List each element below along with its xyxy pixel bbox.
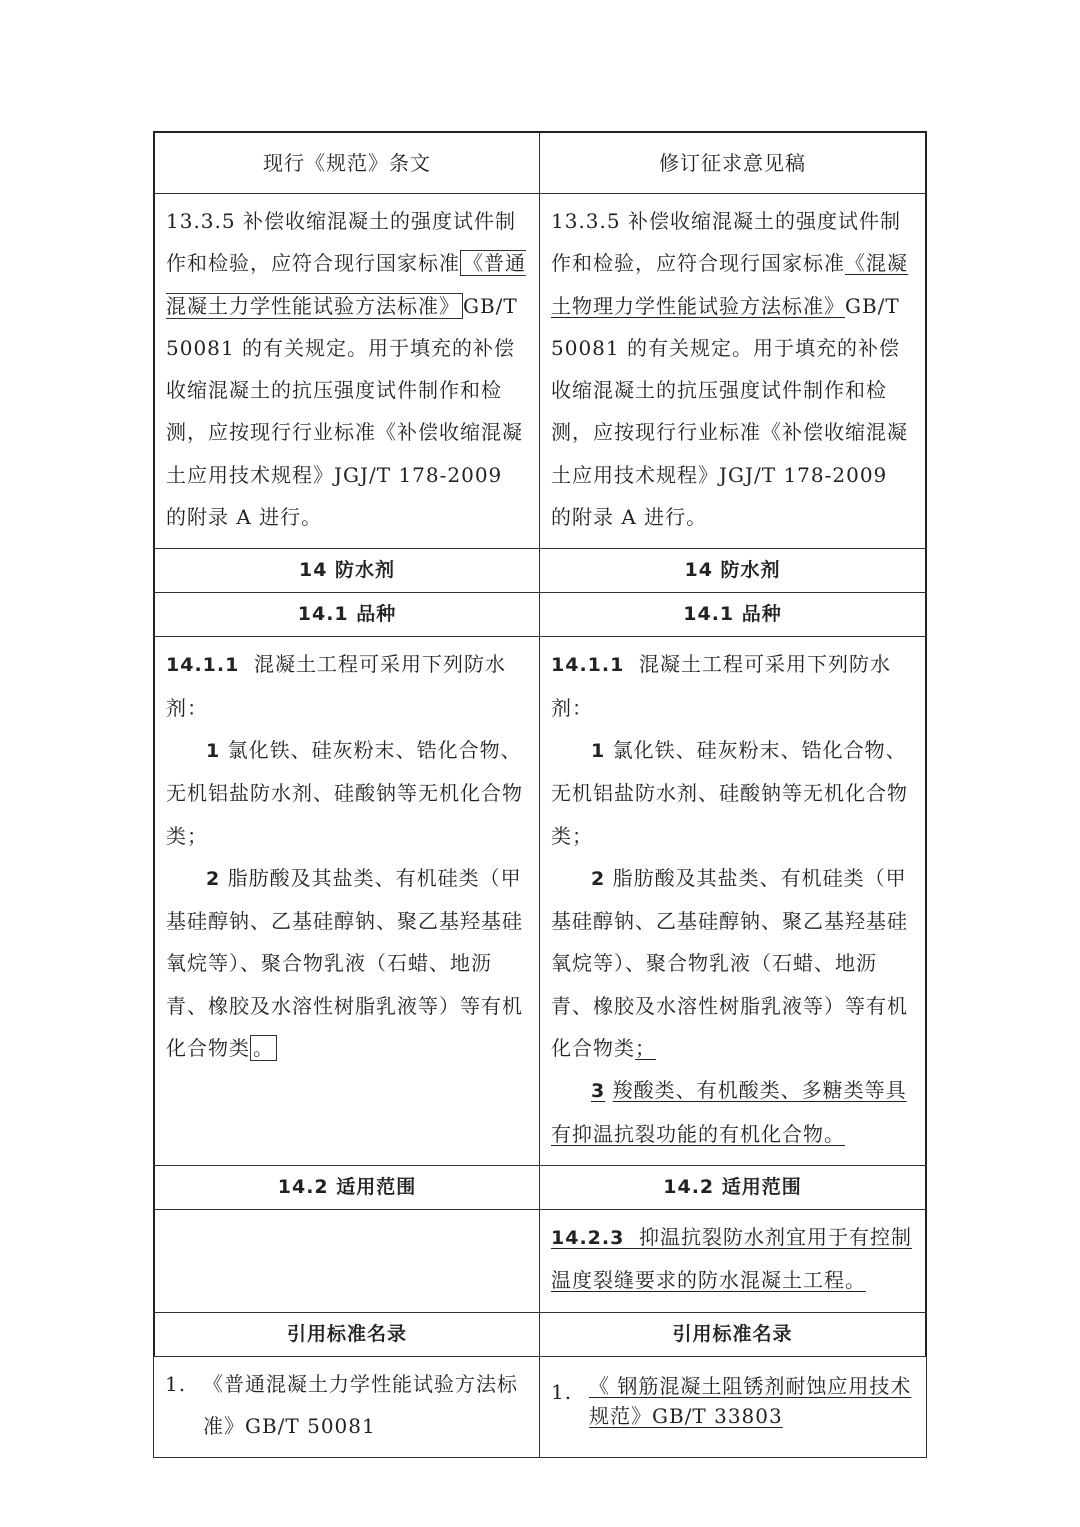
reference-revised xyxy=(540,1357,927,1458)
item-number: 2 xyxy=(206,867,221,890)
clause-number: 14.2.3 xyxy=(551,1226,625,1249)
clause-13-3-5-current xyxy=(153,194,540,548)
clause-14-1-1-current xyxy=(153,637,540,1165)
section-heading: 14.2 适用范围 xyxy=(153,1166,540,1209)
references-row xyxy=(153,1357,927,1459)
clause-text: 混凝土工程可采用下列防水剂： xyxy=(551,652,892,720)
item-text: 脂肪酸及其盐类、有机硅类（甲基硅醇钠、乙基硅醇钠、聚乙基羟基硅氧烷等）、聚合物乳液（石蜡、地沥青、橡胶及水溶性树脂乳液等）等有机化合物类 xyxy=(551,865,908,1061)
item-number: 1 xyxy=(591,739,606,762)
clause-text: 13.3.5 补偿收缩混凝土的强度试件制作和检验，应符合现行国家标准 xyxy=(551,209,901,276)
section-14-2-row xyxy=(153,1166,927,1210)
clause-text: 13.3.5 补偿收缩混凝土的强度试件制作和检验，应符合现行国家标准 xyxy=(166,209,516,276)
section-heading: 14.1 品种 xyxy=(540,593,927,636)
references-heading-row xyxy=(153,1313,927,1357)
new-clause-text: 抑温抗裂防水剂宜用于有控制温度裂缝要求的防水混凝土工程。 xyxy=(551,1224,913,1293)
header-revision-draft: 修订征求意见稿 xyxy=(540,133,927,193)
comparison-table xyxy=(153,131,927,1458)
reference-number: 1. xyxy=(165,1371,187,1396)
section-14-row xyxy=(153,549,927,593)
clause-14-2-3-revised xyxy=(540,1210,927,1312)
reference-number: 1. xyxy=(551,1379,573,1404)
item-text: 氯化铁、硅灰粉末、锆化合物、无机铝盐防水剂、硅酸钠等无机化合物类； xyxy=(551,737,908,848)
boxed-standard-name: 《普通混凝土力学性能试验方法标准》 xyxy=(166,251,526,318)
clause-14-2-3-row xyxy=(153,1210,927,1313)
reference-current xyxy=(153,1357,540,1458)
underlined-semicolon: ； xyxy=(635,1036,656,1061)
clause-14-1-1-row xyxy=(153,637,927,1166)
reference-item xyxy=(551,1363,916,1431)
clause-text: 混凝土工程可采用下列防水剂： xyxy=(166,652,507,720)
section-heading: 14.2 适用范围 xyxy=(540,1166,927,1209)
section-heading: 14 防水剂 xyxy=(540,549,927,592)
section-heading: 14 防水剂 xyxy=(153,549,540,592)
clause-14-1-1-revised xyxy=(540,637,927,1165)
clause-text: GB/T 50081 的有关规定。用于填充的补偿收缩混凝土的抗压强度试件制作和检测，应按现行行业标准《补偿收缩混凝土应用技术规程》JGJ/T 178-2009 的附录 A 进行。 xyxy=(551,293,908,530)
clause-text: GB/T 50081 的有关规定。用于填充的补偿收缩混凝土的抗压强度试件制作和检测，应按现行行业标准《补偿收缩混凝土应用技术规程》JGJ/T 178-2009 的附录 A 进行。 xyxy=(166,293,523,530)
reference-text: 《普通混凝土力学性能试验方法标准》GB/T 50081 xyxy=(203,1371,518,1438)
item-number: 2 xyxy=(591,867,606,890)
section-heading: 引用标准名录 xyxy=(540,1313,927,1356)
clause-number: 14.1.1 xyxy=(551,654,625,677)
new-item-text: 羧酸类、有机酸类、多糖类等具有抑温抗裂功能的有机化合物。 xyxy=(551,1078,907,1146)
section-14-1-row xyxy=(153,593,927,637)
clause-13-3-5-revised xyxy=(540,194,927,548)
underlined-standard-name: 《混凝土物理力学性能试验方法标准》 xyxy=(551,251,908,318)
section-heading: 14.1 品种 xyxy=(153,593,540,636)
header-row xyxy=(153,131,927,194)
clause-number: 14.1.1 xyxy=(166,654,240,677)
empty-cell xyxy=(153,1210,540,1312)
new-reference-text: 《 钢筋混凝土阻锈剂耐蚀应用技术规范》GB/T 33803 xyxy=(589,1373,912,1428)
clause-13-3-5-row xyxy=(153,194,927,549)
section-heading: 引用标准名录 xyxy=(153,1313,540,1356)
reference-item xyxy=(165,1363,529,1448)
item-number: 1 xyxy=(206,739,221,762)
header-current-clause: 现行《规范》条文 xyxy=(153,133,540,193)
boxed-period: 。 xyxy=(250,1035,277,1061)
item-text: 氯化铁、硅灰粉末、锆化合物、无机铝盐防水剂、硅酸钠等无机化合物类； xyxy=(166,737,523,848)
item-number: 3 xyxy=(591,1080,606,1103)
item-text: 脂肪酸及其盐类、有机硅类（甲基硅醇钠、乙基硅醇钠、聚乙基羟基硅氧烷等）、聚合物乳液（石蜡、地沥青、橡胶及水溶性树脂乳液等）等有机化合物类 xyxy=(166,865,523,1061)
